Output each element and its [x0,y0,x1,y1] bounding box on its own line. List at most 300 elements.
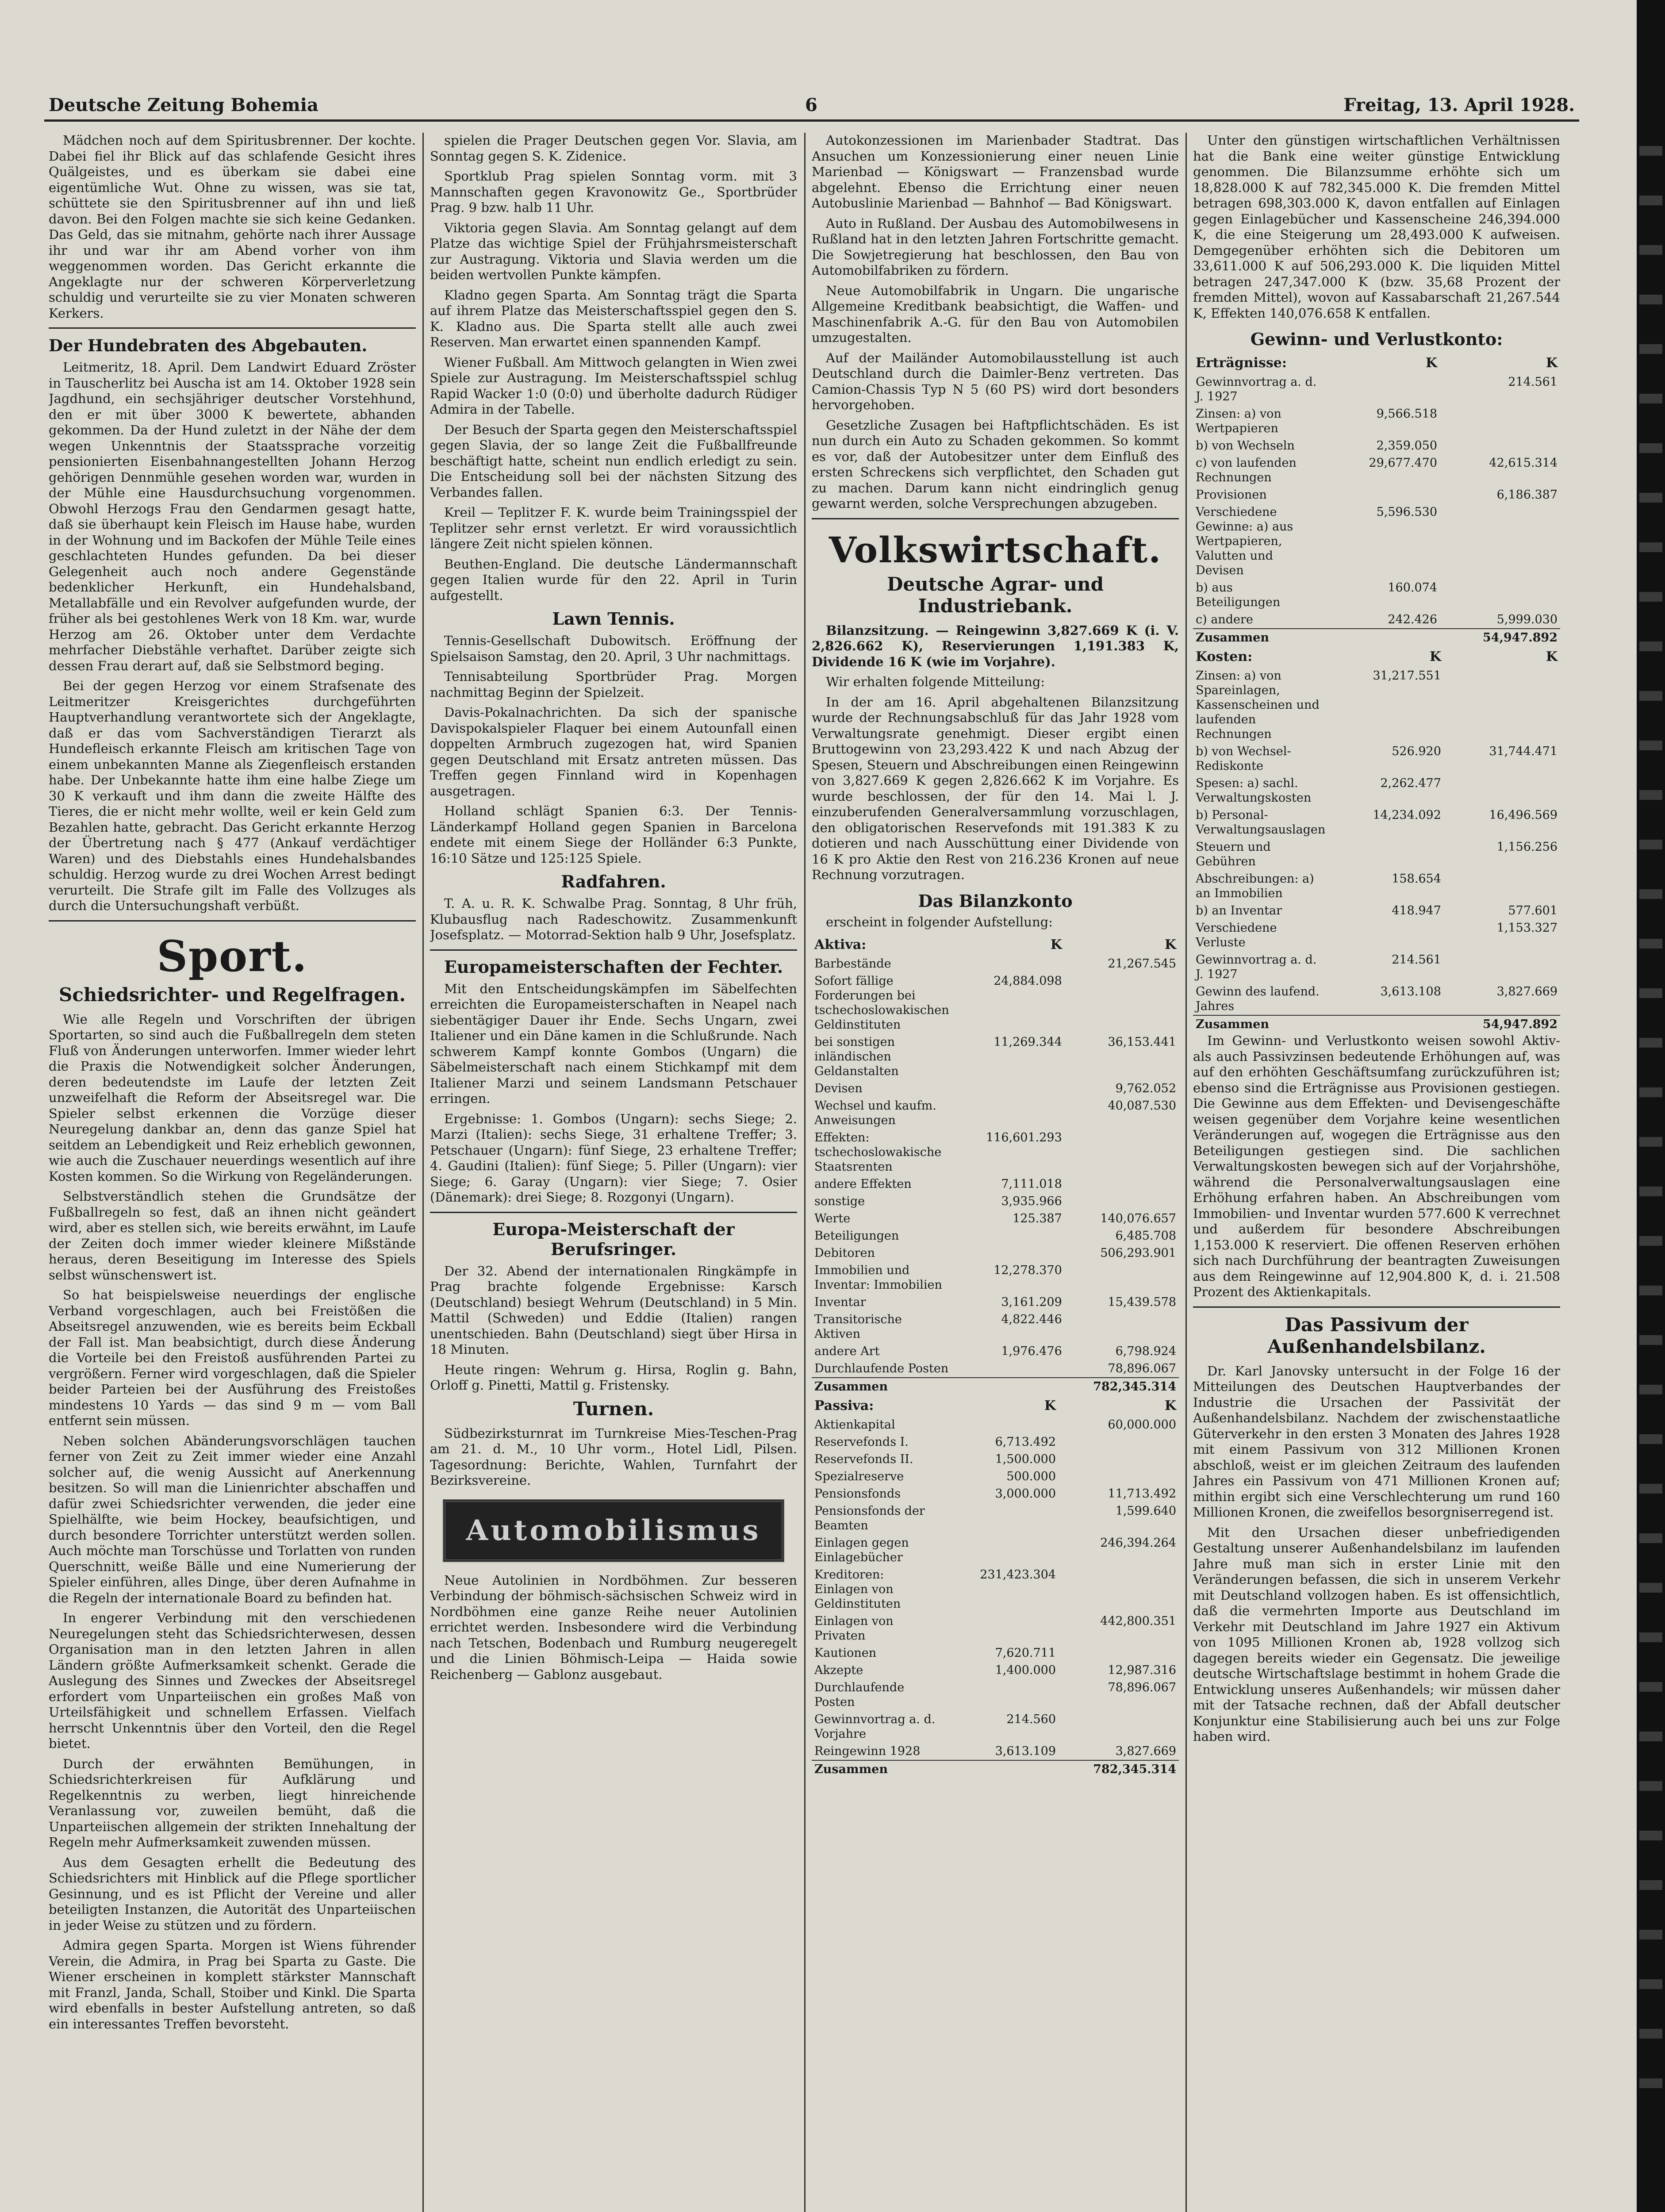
row-amount: 3,613.108 [1380,985,1441,998]
total-row [1193,1015,1560,1033]
table-row [1193,667,1560,743]
row-amount [938,1416,1059,1433]
row-amount: 16,496.569 [1489,808,1558,822]
row-label: Devisen [814,1082,863,1095]
intro-text [49,133,416,321]
article-title-schiedsrichter: Schiedsrichter- und Regelfragen. [58,983,406,1006]
total-amount: 54,947.892 [1444,1015,1560,1033]
bilanz-intro: erscheint in folgender Aufstellung: [826,914,1053,929]
article-title-agrarbank: Deutsche Agrar- und Industriebank. [886,573,1104,617]
table-row [812,1534,1179,1566]
scan-fragment [1639,790,1662,800]
row-label: Reingewinn 1928 [814,1744,921,1758]
page-header [44,93,1579,122]
paragraph: Wir erhalten folgende Mitteilung: [826,674,1045,689]
scan-fragment [1639,889,1662,899]
article-title-hundebraten: Der Hundebraten des Abgebauten. [49,336,368,355]
row-amount: 246,394.264 [1100,1536,1176,1550]
separator [49,327,416,329]
table-section-label: Passiva: [814,1398,874,1413]
table-row [812,1097,1179,1129]
column-2 [430,133,797,2212]
row-amount: 2,359.050 [1376,439,1437,453]
total-label: Zusammen [812,1760,938,1778]
total-amount: 782,345.314 [1059,1760,1179,1778]
row-amount: 7,620.711 [995,1646,1056,1660]
row-amount: 231,423.304 [980,1568,1056,1582]
table-row [1193,437,1560,454]
row-label: Gewinnvortrag a. d. J. 1927 [1196,953,1317,981]
table-row [812,1227,1179,1244]
total-amount: 782,345.314 [1065,1378,1179,1395]
scan-fragment [1639,1385,1662,1394]
row-amount: 12,278.370 [994,1263,1062,1277]
header-date: Freitag, 13. April 1928. [1343,95,1575,115]
table-row [812,972,1179,1033]
paragraph: Wie alle Regeln und Vorschriften der übrigen Sportarten, so sind auch die Fußballregeln dem steten Fluß von Änderungen unterworfen. Immer wieder lehrt die Praxis die Notwendigkeit solcher Änderungen, deren bedeutendste im Laufe der letzten Zeit unzweifelhaft die Reform der Abseitsregel war. Die Spieler selbst erkennen die Vorzüge dieser Neuregelung dankbar an, denn das ganze Spiel hat seitdem an Lebendigkeit und Reiz erheblich gewonnen, wie auch die Zuschauer neuerdings wesentlich auf ihre Kosten kommen. So die Wirkung von Regeländerungen. [49,1011,416,1184]
row-amount: 29,677.470 [1369,456,1437,470]
scan-fragment [1639,1831,1662,1840]
scan-fragment [1639,1781,1662,1791]
row-amount [1320,629,1440,646]
table-row [1193,775,1560,806]
table-row [1193,951,1560,983]
table-row [812,1175,1179,1193]
page-number: 6 [805,95,817,115]
paragraph: Gesetzliche Zusagen bei Haftpflichtschäden. Es ist nun durch ein Auto zu Schaden gekommen. So kommt es vor, daß der Autobesitzer unter dem Einfluß des ersten Schreckens sich verpflichtet, den Schaden gut zu machen. Darum kann nicht eindringlich genug gewarnt werden, solche Versprechungen abzugeben. [812,417,1179,511]
paragraph: Aus dem Gesagten erhellt die Bedeutung des Schiedsrichters mit Hinblick auf die Pflege sportlicher Gesinnung, und es ist Pflicht der Vereine und aller beteiligten Instanzen, die Autorität des Unparteiischen in jeder Weise zu stützen und zu fördern. [49,1855,416,1933]
row-amount [1444,951,1560,983]
scan-fragment [1639,1632,1662,1642]
article-body-automobil [430,1573,797,1683]
row-amount: 214.561 [1392,953,1441,967]
row-amount: 6,485.708 [1115,1229,1176,1243]
article-body-ringer [430,1263,797,1394]
row-label: bei sonstigen inländischen Geldanstalten [814,1035,899,1078]
row-label: Debitoren [814,1246,875,1260]
row-label: Pensionsfonds [814,1487,901,1501]
table-row [812,1743,1179,1760]
row-amount: 3,613.109 [995,1744,1056,1758]
scan-fragment [1639,592,1662,602]
row-amount [1065,1175,1179,1193]
table-section-label: Aktiva: [814,937,867,952]
table-row [812,1033,1179,1080]
row-label: Verschiedene Gewinne: a) aus Wertpapieren, Valutten und Devisen [1196,505,1293,577]
row-amount [1440,437,1560,454]
row-amount: 3,827.669 [1496,985,1558,998]
row-amount: 6,713.492 [995,1435,1056,1449]
scan-fragment [1639,2078,1662,2088]
scan-fragment [1639,2029,1662,2039]
gv-commentary [1193,1033,1560,1300]
row-amount: 11,269.344 [994,1035,1062,1049]
row-amount [1440,405,1560,437]
table-row [812,1311,1179,1343]
row-label: Provisionen [1196,488,1267,502]
total-row [812,1760,1179,1778]
row-amount [1059,1468,1179,1485]
row-amount: 12,987.316 [1108,1663,1176,1677]
scan-fragment [1639,1137,1662,1147]
row-amount: 242.426 [1388,613,1437,626]
table-row [812,1262,1179,1294]
row-label: andere Effekten [814,1177,912,1191]
scan-fragment [1639,1038,1662,1048]
table-section-label: Erträgnisse: [1196,355,1287,371]
scan-fragment [1639,1533,1662,1543]
article-body-hundebraten [49,360,416,914]
table-row [1193,983,1560,1015]
scan-fragment [1639,245,1662,255]
scan-fragment [1639,840,1662,849]
column-rule [804,133,806,2212]
scan-fragment [1639,1187,1662,1196]
currency-column-header: K [1546,649,1558,664]
currency-column-header: K [1164,1398,1176,1413]
scan-fragment [1639,741,1662,750]
table-row [1193,870,1560,902]
paragraph: Selbstverständlich stehen die Grundsätze der Fußballregeln so fest, daß an ihnen nicht geändert wird, aber es stellen sich, wie bereits erwähnt, im Laufe der Zeiten doch immer wieder kleinere Mißstände heraus, deren Beseitigung im Interesse des Spiels selbst wünschenswert ist. [49,1189,416,1283]
row-amount: 31,217.551 [1373,669,1441,683]
scan-fragment [1639,641,1662,651]
bilanz-title: Das Bilanzkonto [918,891,1073,911]
table-row [1193,919,1560,951]
separator [49,920,416,922]
column-1 [49,133,416,2212]
table-row [1193,902,1560,919]
currency-column-header: K [1425,355,1437,371]
paragraph: Beuthen-England. Die deutsche Ländermannschaft gegen Italien wurde für den 22. April in Turin aufgestellt. [430,556,797,603]
table-row [1193,405,1560,437]
row-amount [1328,919,1444,951]
paragraph: Sportklub Prag spielen Sonntag vorm. mit 3 Mannschaften gegen Kravonowitz Ge., Sportbrüder Prag. 9 bzw. halb 11 Uhr. [430,169,797,215]
bank-commentary [1193,133,1560,321]
paragraph: Durch der erwähnten Bemühungen, in Schiedsrichterkreisen für Aufklärung und Regelkenntnis zu werben, liegt hinreichende Veranlassung vor, zuweilen bemüht, daß die Unparteiischen allgemein der strikten Innehaltung der Regeln mehr Aufmerksamkeit zuwenden müssen. [49,1756,416,1850]
row-amount [952,1244,1065,1262]
row-amount: 214.561 [1508,375,1558,389]
row-label: Werte [814,1212,851,1225]
scan-fragment [1639,1732,1662,1741]
row-label: sonstige [814,1194,865,1208]
row-amount: 78,896.067 [1108,1681,1176,1694]
table-row [812,1416,1179,1433]
table-row [1193,579,1560,611]
paragraph: In engerer Verbindung mit den verschiedenen Neuregelungen steht das Schiedsrichterwesen, dessen Organisation man in den letzten Jahren in allen Ländern größte Aufmerksamkeit schenkt. Gerade die Auslegung des Sinnes und Zweckes der Abseitsregel erfordert vom Unparteiischen ein großes Maß von Urteilsfähigkeit und schnellem Erfassen. Vielfach herrscht Unkenntnis über den Vorteil, den die Regel bietet. [49,1610,416,1751]
row-amount: 2,262.477 [1380,776,1441,790]
row-amount [1065,1311,1179,1343]
row-label: Reservefonds I. [814,1435,909,1449]
row-amount [1059,1566,1179,1613]
paragraph: Heute ringen: Wehrum g. Hirsa, Roglin g. Bahn, Orloff g. Pinetti, Mattil g. Fristensky. [430,1362,797,1393]
scan-fragment [1639,691,1662,701]
article-body-fechter [430,981,797,1206]
paragraph: Wiener Fußball. Am Mittwoch gelangten in Wien zwei Spiele zur Austragung. Im Meisterschaftsspiel schlug Rapid Wacker 1:0 (0:0) und überholte dadurch Rüdiger Admira in der Tabelle. [430,354,797,417]
row-amount: 14,234.092 [1373,808,1441,822]
paragraph: Unter den günstigen wirtschaftlichen Verhältnissen hat die Bank eine weiter günstige Entwicklung genommen. Die Bilanzsumme erhöhte sich um 18,828.000 K auf 782,345.000 K. Die fremden Mittel betragen 698,303.000 K, davon entfallen auf Einlagen gegen Einlagebücher und Kassenscheine 246,394.000 K, die eine Steigerung um 28,493.000 K aufweisen. Demgegenüber erhöhten sich die Debitoren um 33,611.000 K auf 506,293.000 K. Die liquiden Mittel betragen 247,347.000 K (bzw. 35,68 Prozent der fremden Mittel), wovon auf Kassabarschaft 21,267.544 K, Effekten 140,076.658 K entfallen. [1193,133,1560,321]
scan-fragment [1639,542,1662,552]
paragraph: Kreil — Teplitzer F. K. wurde beim Trainingsspiel der Teplitzer sehr ernst verletzt. Er wird voraussichtlich längere Zeit nicht spielen können. [430,505,797,551]
row-label: Transitorische Aktiven [814,1313,902,1341]
row-label: b) von Wechsel-Rediskonte [1196,745,1291,773]
row-amount: 6,186.387 [1496,488,1558,502]
table-row [812,1711,1179,1743]
row-label: Durchlaufende Posten [814,1681,905,1709]
row-amount: 506,293.901 [1100,1246,1176,1260]
scan-fragment [1639,988,1662,998]
row-amount: 1,400.000 [995,1663,1056,1677]
row-label: Inventar [814,1295,866,1309]
row-amount [938,1502,1059,1534]
row-label: Steuern und Gebühren [1196,840,1271,868]
total-row [1193,629,1560,646]
table-row [812,1210,1179,1227]
table-row [1193,486,1560,503]
row-label: Reservefonds II. [814,1452,913,1466]
scan-fragment [1639,1236,1662,1246]
article-title-radfahren: Radfahren. [561,872,666,891]
paragraph: Neben solchen Abänderungsvorschlägen tauchen ferner von Zeit zu Zeit immer wieder eine Anzahl solcher auf, die wenig Aussicht auf Anerkennung besitzen. So will man die Linienrichter abschaffen und dafür zwei Schiedsrichter verwenden, die jeder eine Spielhälfte, wie beim Hockey, beaufsichtigen, und durch besondere Torrichter unterstützt werden sollen. Auch möchte man Torschüsse und Torlatten von runden Querschnitt, weiße Bälle und eine Numerierung der Spieler einführen, alles Dinge, über deren Aufnahme in die Regeln der internationale Board zu befinden hat. [49,1433,416,1605]
bank-lead: Bilanzsitzung. — Reingewinn 3,827.669 K (i. V. 2,826.662 K), Reservierungen 1,191.383 K, Dividende 16 K (wie im Vorjahre). [812,622,1179,669]
row-amount [952,1097,1065,1129]
row-amount [1065,1129,1179,1175]
paragraph: Viktoria gegen Slavia. Am Sonntag gelangt auf dem Platze das wichtige Spiel der Frühjahrsmeisterschaft zur Austragung. Viktoria und Slavia werden um die beiden wertvollen Punkte kämpfen. [430,220,797,282]
paragraph: Mit den Ursachen dieser unbefriedigenden Gestaltung unserer Außenhandelsbilanz im laufenden Jahre muß man sich in erster Linie mit den Veränderungen befassen, die sich in unserem Verkehr mit Deutschland vollzogen haben. Es ist offensichtlich, daß die vermehrten Importe aus Deutschland im Verkehr mit Deutschland im Jahre 1927 ein Aktivum von 1095 Millionen Kronen ab, 1928 vollzog sich dagegen bereits wieder ein Gegensatz. Die jeweilige deutsche Wirtschaftslage bestimmt in hohem Grade die Entwicklung unseres Außenhandels; wir müssen daher mit der Tatsache rechnen, daß der Abfall deutscher Konjunktur eine Stabilisierung auch bei uns zur Folge haben wird. [1193,1525,1560,1744]
scan-fragment [1639,443,1662,453]
table-row [812,1343,1179,1360]
row-amount: 116,601.293 [986,1131,1062,1144]
table-row [812,1080,1179,1097]
scan-fragment [1639,196,1662,205]
row-label: Beteiligungen [814,1229,899,1243]
row-amount: 1,599.640 [1115,1504,1176,1518]
article-body-turnen [430,1426,797,1489]
row-label: b) an Inventar [1196,904,1282,918]
row-label: Barbestände [814,957,891,971]
paragraph: Admira gegen Sparta. Morgen ist Wiens führender Verein, die Admira, in Prag bei Sparta zu Gaste. Die Wiener erscheinen in komplett stärkster Mannschaft mit Franzl, Janda, Schall, Stoiber und Kinkl. Die Sparta wird ebenfalls in bester Aufstellung antreten, so daß ein interessantes Treffen bevorsteht. [49,1938,416,2032]
row-amount [938,1679,1059,1711]
total-label: Zusammen [1193,1015,1328,1033]
row-label: Gewinn des laufend. Jahres [1196,985,1320,1013]
row-label: Sofort fällige Forderungen bei tschechoslowakischen Geldinstituten [814,974,949,1032]
paragraph: T. A. u. R. K. Schwalbe Prag. Sonntag, 8 Uhr früh, Klubausflug nach Radeschowitz. Zusammenkunft Josefsplatz. — Motorrad-Sektion halb 9 Uhr, Josefsplatz. [430,896,797,942]
article-title-turnen: Turnen. [573,1398,654,1420]
paragraph: Tennis-Gesellschaft Dubowitsch. Eröffnung der Spielsaison Samstag, den 20. April, 3 Uhr nachmittags. [430,633,797,664]
row-amount [1320,373,1440,405]
row-amount: 577.601 [1508,904,1558,918]
column-4 [1193,133,1560,2212]
automobilismus-banner: Automobilismus [443,1499,784,1562]
row-amount: 3,935.966 [1001,1194,1062,1208]
row-label: c) von laufenden Rechnungen [1196,456,1297,484]
section-title-volkswirtschaft: Volkswirtschaft. [829,529,1162,571]
table-row [1193,611,1560,629]
masthead-title: Deutsche Zeitung Bohemia [49,95,318,115]
total-row [812,1378,1179,1395]
row-label: Gewinnvortrag a. d. J. 1927 [1196,375,1317,403]
table-row [812,1662,1179,1679]
scan-fragment [1639,1583,1662,1593]
scan-fragment [1639,1286,1662,1295]
table-row [812,1451,1179,1468]
total-label: Zusammen [812,1378,952,1395]
table-row [812,1244,1179,1262]
table-row [812,1566,1179,1613]
paragraph: Im Gewinn- und Verlustkonto weisen sowohl Aktiv- als auch Passivzinsen bedeutende Erhöhungen auf, was auf den erhöhten Geschäftsumfang zurückzuführen ist; ebenso sind die Erträgnisse aus Provisionen gestiegen. Die Gewinne aus dem Effekten- und Devisengeschäfte weisen gegenüber dem Vorjahre keine wesentlichen Veränderungen auf, wogegen die Erträgnisse aus den Beteiligungen gestiegen sind. Die sachlichen Verwaltungskosten bewegen sich auf der Vorjahrshöhe, während die Personalverwaltungsauslagen eine Erhöhung erfahren haben. An Abschreibungen vom Immobilien- und Inventar wurden 577.600 K verrechnet und außerdem für besondere Abschreibungen 1,153.000 K reserviert. Die offenen Reserven erhöhen sich nach Durchführung der beantragten Zuweisungen aus dem Reingewinne auf 12,904.800 K, d. i. 21.508 Prozent des Aktienkapitals. [1193,1033,1560,1299]
article-title-ringer: Europa-Meisterschaft der Berufsringer. [492,1219,735,1259]
table-row [1193,743,1560,775]
row-label: b) aus Beteiligungen [1196,581,1281,609]
article-body-aussenhandel [1193,1363,1560,1745]
row-amount [1320,486,1440,503]
scan-fragment [1639,1682,1662,1692]
row-amount [1059,1644,1179,1662]
table-row [812,955,1179,972]
gv-title: Gewinn- und Verlustkonto: [1250,329,1503,349]
row-amount: 4,822.446 [1001,1313,1062,1326]
row-amount [938,1613,1059,1644]
scan-fragment [1639,1880,1662,1890]
row-amount [952,1360,1065,1378]
row-label: Einlagen gegen Einlagebücher [814,1536,909,1564]
row-amount [952,1227,1065,1244]
scan-fragment [1639,1484,1662,1494]
total-label: Zusammen [1193,629,1320,646]
row-amount: 24,884.098 [994,974,1062,988]
row-amount: 214.560 [1006,1713,1056,1726]
paragraph: Neue Autolinien in Nordböhmen. Zur besseren Verbindung der böhmisch-sächsischen Schweiz wird in Nordböhmen eine ganze Reihe neuer Autolinien errichtet werden. Insbesondere wird die Verbindung nach Tetschen, Bodenbach und Rumburg neugeregelt und die Linien Böhmisch-Leipa — Haida sowie Reichenberg — Gablonz ausgebaut. [430,1572,797,1682]
row-amount [938,1760,1059,1778]
table-row [812,1613,1179,1644]
table-row [812,1644,1179,1662]
row-amount [952,1378,1065,1395]
paragraph: Autokonzessionen im Marienbader Stadtrat. Das Ansuchen um Konzessionierung einer neuen Linie Marienbad — Königswart — Franzensbad wurde abgelehnt. Ebenso die Errichtung einer neuen Autobuslinie Marienbad — Bahnhof — Bad Königswart. [812,133,1179,211]
row-label: Pensionsfonds der Beamten [814,1504,925,1532]
row-amount: 125.387 [1013,1212,1062,1225]
row-amount [1440,579,1560,611]
paragraph: Mädchen noch auf dem Spiritusbrenner. Der kochte. Dabei fiel ihr Blick auf das schlafende Gesicht ihres Quälgeistes, und es überkam sie dabei eine eigentümliche Wut. Ohne zu wissen, was sie tat, schüttete sie den Spiritusbrenner auf ihn und ließ davon. Bei den Folgen machte sie sich keine Gedanken. Das Geld, das sie mitnahm, gehörte nach ihrer Aussage ihr und war ihr am Abend vorher von ihm weggenommen worden. Das Gericht erkannte die Angeklagte nur der schweren Körperverletzung schuldig und verurteilte sie zu vier Monaten schweren Kerkers. [49,133,416,321]
row-amount [1328,838,1444,870]
row-amount: 7,111.018 [1001,1177,1062,1191]
paragraph: So hat beispielsweise neuerdings der englische Verband vorgeschlagen, auch bei Freistößen die Abseitsregel anzuwenden, wie es bereits beim Eckball der Fall ist. Man beabsichtigt, durch diese Änderung die Vorteile bei den Freistoß ausführenden Partei zu vergrößern. Ferner wird vorgeschlagen, daß die Spieler beider Parteien bei der Ausführung des Freistoßes mindestens 10 Yards — das sind 9 m — vom Ball entfernt sein müssen. [49,1287,416,1428]
row-label: andere Art [814,1344,880,1358]
row-amount: 1,153.327 [1496,921,1558,935]
row-amount [1059,1711,1179,1743]
paragraph: Davis-Pokalnachrichten. Da sich der spanische Davispokalspieler Flaquer bei einem Autounfall einen doppelten Armbruch zugezogen hat, wird Spanien gegen Deutschland mit Ersatz antreten müssen. Das Treffen gegen Finnland wird in Kopenhagen ausgetragen. [430,705,797,799]
paragraph: Leitmeritz, 18. April. Dem Landwirt Eduard Zröster in Tauscherlitz bei Auscha ist am 14. Oktober 1928 sein Jagdhund, ein sechsjähriger deutscher Vorstehhund, den er mit über 3000 K bewertete, abhanden gekommen. Da der Hund zuletzt in der Nähe der dem wegen Unkenntnis der Staatssprache vorzeitig pensionierten Eisenbahnangestellten Johann Herzog gehörigen Dennmühle gesehen worden war, wurden in der Mühle eine Hausdurchsuchung vorgenommen. Obwohl Herzogs Frau den Gendarmen gesagt hatte, daß sie überhaupt kein Fleisch im Hause habe, wurden in der Wohnung und im Backofen der Mühle Teile eines geschlachteten Hundes gefunden. Da bei dieser Gelegenheit auch noch andere Gegenstände bedenklicher Herkunft, ein Hundehalsband, Metallabfälle und ein Revolver aufgefunden wurde, der früher als bei gestohlenes Werk von 18 Km. war, wurde Herzog am 26. Oktober unter dem Verdachte mehrfacher Diebstähle verhaftet. Darüber zeigte sich dessen Frau derart auf, daß sie Selbstmord beging. [49,360,416,673]
currency-column-header: K [1429,649,1441,664]
row-amount: 31,744.471 [1489,745,1558,758]
total-amount: 54,947.892 [1440,629,1560,646]
bilanz-aktiva-table [812,934,1179,1395]
paragraph: Der Besuch der Sparta gegen den Meisterschaftsspiel gegen Slavia, der so lange Zeit die Fußballfreunde beschäftigt hatte, scheint nun endlich erledigt zu sein. Die Entscheidung soll bei der nächsten Sitzung des Verbandes fallen. [430,422,797,500]
row-label: Zinsen: a) von Spareinlagen, Kassenscheinen und laufenden Rechnungen [1196,669,1320,741]
scan-fragment [1639,344,1662,354]
scan-fragment [1639,1979,1662,1989]
row-amount: 1,500.000 [995,1452,1056,1466]
row-amount: 1,156.256 [1496,840,1558,854]
row-label: Verschiedene Verluste [1196,921,1277,949]
separator [430,1212,797,1213]
row-amount: 526.920 [1392,745,1441,758]
currency-column-header: K [1546,355,1558,371]
scan-fragment [1639,1335,1662,1345]
row-label: Abschreibungen: a) an Immobilien [1196,872,1314,900]
row-label: b) Personal-Verwaltungsauslagen [1196,808,1326,837]
row-label: Gewinnvortrag a. d. Vorjahre [814,1713,936,1741]
row-label: Effekten: tschechoslowakische Staatsrenten [814,1131,942,1174]
row-amount [1065,1262,1179,1294]
scan-fragment [1639,295,1662,304]
row-amount [1444,667,1560,743]
bilanz-passiva-table [812,1395,1179,1778]
row-amount: 78,896.067 [1108,1362,1176,1375]
row-amount: 418.947 [1392,904,1441,918]
article-body-tennis [430,633,797,866]
scan-edge-strip [1637,0,1665,2212]
table-row [812,1468,1179,1485]
row-label: Aktienkapital [814,1418,895,1432]
table-row [1193,503,1560,579]
row-amount [1440,503,1560,579]
table-row [812,1360,1179,1378]
scan-fragment [1639,1930,1662,1939]
row-amount: 60,000.000 [1108,1418,1176,1432]
row-amount [1059,1433,1179,1451]
row-label: Spesen: a) sachl. Verwaltungskosten [1196,776,1312,805]
row-amount [938,1534,1059,1566]
row-amount: 3,000.000 [995,1487,1056,1501]
scan-fragment [1639,1434,1662,1444]
paragraph: Bei der gegen Herzog vor einem Strafsenate des Leitmeritzer Kreisgerichtes durchgeführten Hauptverhandlung verantwortete sich der Angeklagte, daß er das vom Sachverständigen Tierarzt als Hundefleisch erkannte Fleisch am kritischen Tage von einem unbekannten Manne als Ziegenfleisch erstanden habe. Der Unbekannte hatte ihm eine halbe Ziege um 30 K verkauft und ihm dann die zweite Hälfte des Tieres, die er nicht mehr wollte, weil er kein Geld zum Bezahlen hatte, gebracht. Das Gericht erkannte Herzog der Übertretung nach § 477 (Ankauf verdächtiger Waren) und des Diebstahls eines Hundehalsbandes schuldig. Herzog wurde zu drei Wochen Arrest bedingt verurteilt. Die Strafe gilt im Falle des Vollzuges als durch die Untersuchungshaft verbüßt. [49,678,416,913]
separator [1193,1306,1560,1308]
row-amount: 9,762.052 [1115,1082,1176,1095]
scan-fragment [1639,493,1662,503]
separator [812,518,1179,519]
paragraph: Dr. Karl Janovsky untersucht in der Folge 16 der Mitteilungen des Deutschen Hauptverbandes der Industrie die Ursachen der Passivität der Außenhandelsbilanz. Nachdem der zwischenstaatliche Güterverkehr in den ersten 3 Monaten des Jahres 1928 mit einem Passivum von 312 Millionen Kronen abschloß, weist er im gleichen Zeitraum des laufenden Jahres ein Passivum von 471 Millionen Kronen auf; mithin ergibt sich eine Verschlechterung um rund 160 Millionen Kronen, die zweifellos besorgniserregend ist. [1193,1363,1560,1520]
row-amount: 42,615.314 [1489,456,1558,470]
article-title-tennis: Lawn Tennis. [552,609,675,629]
paragraph: Tennisabteilung Sportbrüder Prag. Morgen nachmittag Beginn der Spielzeit. [430,669,797,700]
scan-fragment [1639,1087,1662,1097]
article-body-schiedsrichter [49,1012,416,2032]
row-label: Durchlaufende Posten [814,1362,949,1375]
row-amount [1444,870,1560,902]
auto-news [812,133,1179,512]
row-label: b) von Wechseln [1196,439,1295,453]
row-amount [1328,1015,1444,1033]
table-row [812,1679,1179,1711]
row-amount: 15,439.578 [1108,1295,1176,1309]
paragraph: Der 32. Abend der internationalen Ringkämpfe in Prag brachte folgende Ergebnisse: Karsch (Deutschland) besiegt Wehrum (Deutschland) in 5 Min. Mattil (Schweden) und Eddie (Italien) rangen unentschieden. Bahn (Deutschland) siegt über Hirsa in 18 Minuten. [430,1263,797,1357]
article-title-aussenhandel: Das Passivum der Außenhandelsbilanz. [1267,1313,1486,1357]
row-label: c) andere [1196,613,1253,626]
row-amount: 6,798.924 [1115,1344,1176,1358]
table-row [1193,838,1560,870]
row-label: Kautionen [814,1646,877,1660]
currency-column-header: K [1044,1398,1056,1413]
article-title-fechter: Europameisterschaften der Fechter. [444,956,783,977]
gv-ertraege-table [1193,353,1560,646]
bank-text [812,674,1179,883]
paragraph: Holland schlägt Spanien 6:3. Der Tennis-Länderkampf Holland gegen Spanien in Barcelona endete mit einem Siege der Holländer 6:3 Punkte, 16:10 Sätze und 125:125 Spiele. [430,803,797,866]
row-amount [952,1080,1065,1097]
scan-fragment [1639,146,1662,156]
separator [430,949,797,951]
row-amount: 5,596.530 [1376,505,1437,519]
row-amount: 21,267.545 [1108,957,1176,971]
row-label: Wechsel und kaufm. Anweisungen [814,1099,936,1127]
